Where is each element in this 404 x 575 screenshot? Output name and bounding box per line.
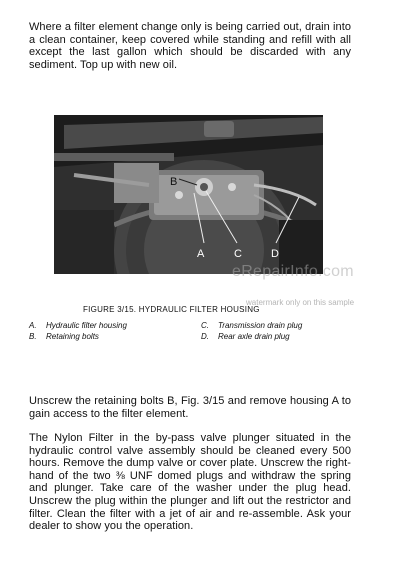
legend-item: D. Rear axle drain plug <box>201 332 290 341</box>
figure-legend-right <box>201 320 302 342</box>
callout-c: C <box>234 248 242 260</box>
callout-d: D <box>271 248 279 260</box>
watermark-brand: eRepairInfo.com <box>232 263 354 280</box>
callout-b: B <box>170 176 178 188</box>
legend-item: C. Transmission drain plug <box>201 321 303 330</box>
retaining-bolts-paragraph: Unscrew the retaining bolts B, Fig. 3/15 and remove housing A to gain access to the filter element. <box>29 395 351 420</box>
intro-paragraph: Where a filter element change only is being carried out, drain into a clean container, keep covered while standing and refill with all except the last gallon which should be discarded with any sediment. Top up with new oil. <box>29 21 351 71</box>
callout-a: A <box>197 248 205 260</box>
legend-item: A. Hydraulic filter housing <box>29 321 127 330</box>
figure-caption: FIGURE 3/15. HYDRAULIC FILTER HOUSING <box>83 305 260 314</box>
photo-illustration <box>54 115 323 274</box>
hydraulic-filter-housing-photo <box>54 115 323 274</box>
legend-item: B. Retaining bolts <box>29 332 99 341</box>
figure-legend-left <box>29 320 127 342</box>
watermark-note: watermark only on this sample <box>246 298 355 307</box>
nylon-filter-paragraph: The Nylon Filter in the by-pass valve plunger situated in the hydraulic control valve assembly should be cleaned every 500 hours. Remove the dump valve or cover plate. Unscrew the right-hand of the two ⅜ UNF domed plugs and withdraw the spring and plunger. Take care of the washer under the plug head. Unscrew the plug within the plunger and lift out the restrictor and filter. Clean the filter with a jet of air and re-assemble. Ask your dealer to show you the operation. <box>29 432 351 533</box>
